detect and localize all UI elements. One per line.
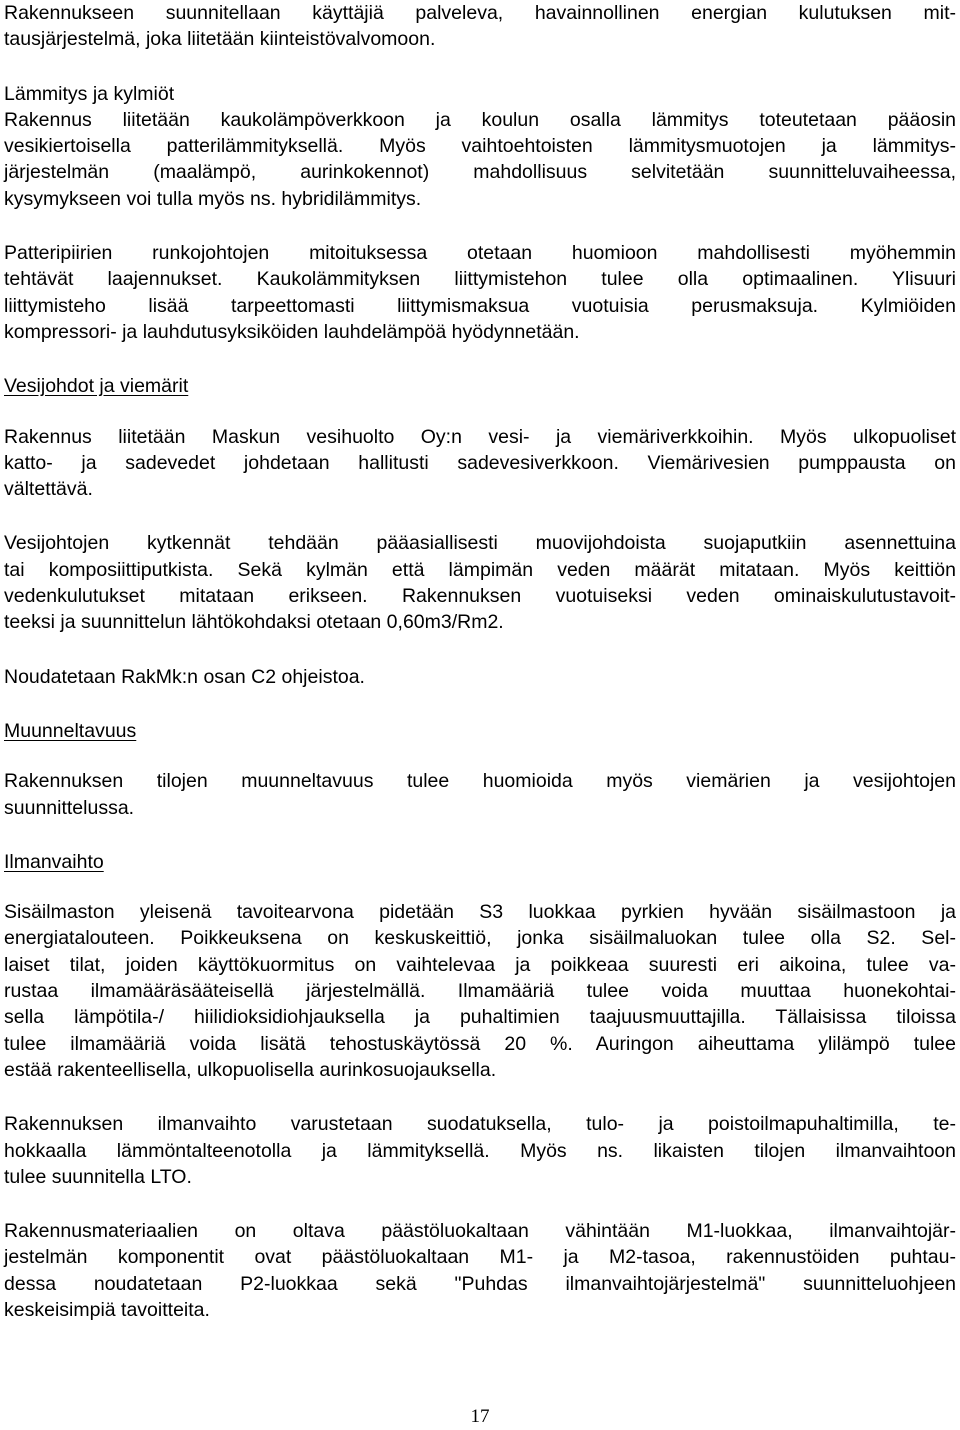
text-line: Noudatetaan RakMk:n osan C2 ohjeistoa. xyxy=(4,665,365,688)
document-body xyxy=(4,0,956,1323)
section-heading-ventilation: Ilmanvaihto xyxy=(4,850,104,873)
text-line: Vesijohtojen kytkennät tehdään pääasiallisesti muovijohdoista suojaputkiin asennettuina xyxy=(4,532,956,555)
text-line: tulee ilmamääriä voida lisätä tehostuskäytössä 20 %. Auringon aiheuttama ylilämpö tulee xyxy=(4,1032,956,1055)
heating-paragraph-1 xyxy=(4,107,956,212)
text-line: vesikiertoisella patterilämmityksellä. Myös vaihtoehtoisten lämmitysmuotojen ja lämmitys- xyxy=(4,135,956,158)
text-line: suunnittelussa. xyxy=(4,796,135,819)
ventilation-paragraph-3 xyxy=(4,1218,956,1323)
intro-paragraph xyxy=(4,0,956,53)
text-line: liittymisteho lisää tarpeettomasti liittymismaksua vuotuisia perusmaksuja. Kylmiöiden xyxy=(4,294,956,317)
water-paragraph-3 xyxy=(4,664,956,690)
text-line: vältettävä. xyxy=(4,478,93,501)
section-heading-heating: Lämmitys ja kylmiöt xyxy=(4,82,175,105)
text-line: energiatalouteen. Poikkeuksena on keskuskeittiö, jonka sisäilmaluokan tulee olla S2. Sel- xyxy=(4,927,956,950)
text-line: jestelmän komponentit ovat päästöluokaltaan M1- ja M2-tasoa, rakennustöiden puhtau- xyxy=(4,1246,956,1269)
text-line: Patteripiirien runkojohtojen mitoituksessa otetaan huomioon mahdollisesti myöhemmin xyxy=(4,242,956,265)
text-line: Rakennusmateriaalien on oltava päästöluokaltaan vähintään M1-luokkaa, ilmanvaihtojär- xyxy=(4,1220,956,1243)
text-line: laiset tilat, joiden käyttökuormitus on vaihtelevaa ja poikkeaa suuresti eri aikoina, tulee va- xyxy=(4,953,956,976)
page-number: 17 xyxy=(470,1406,490,1427)
text-line: kysymykseen voi tulla myös ns. hybridilämmitys. xyxy=(4,187,422,210)
water-paragraph-1 xyxy=(4,424,956,503)
text-line: tai komposiittiputkista. Sekä kylmän että lämpimän veden määrät mitataan. Myös keittiön xyxy=(4,558,956,581)
text-line: Rakennus liitetään kaukolämpöverkkoon ja koulun osalla lämmitys toteutetaan pääosin xyxy=(4,108,956,131)
text-line: hokkaalla lämmöntalteenotolla ja lämmityksellä. Myös ns. likaisten tilojen ilmanvaihtoon xyxy=(4,1139,956,1162)
text-line: Rakennuksen tilojen muunneltavuus tulee huomioida myös viemärien ja vesijohtojen xyxy=(4,770,956,793)
section-heading-water: Vesijohdot ja viemärit xyxy=(4,375,189,398)
text-line: teeksi ja suunnittelun lähtökohdaksi otetaan 0,60m3/Rm2. xyxy=(4,611,504,634)
text-line: tehtävät laajennukset. Kaukolämmityksen liittymistehon tulee olla optimaalinen. Ylisuuri xyxy=(4,268,956,291)
text-line: kompressori- ja lauhdutusyksiköiden lauhdelämpöä hyödynnetään. xyxy=(4,320,580,343)
text-line: estää rakenteellisella, ulkopuolisella aurinkosuojauksella. xyxy=(4,1058,497,1081)
text-line: keskeisimpiä tavoitteita. xyxy=(4,1298,210,1321)
text-line: Rakennuksen ilmanvaihto varustetaan suodatuksella, tulo- ja poistoilmapuhaltimilla, te- xyxy=(4,1113,956,1136)
section-heading-adaptability: Muunneltavuus xyxy=(4,719,137,742)
text-line: rustaa ilmamääräsääteisellä järjestelmällä. Ilmamääriä tulee voida muuttaa huonekohtai- xyxy=(4,980,956,1003)
heating-paragraph-2 xyxy=(4,240,956,345)
text-line: dessa noudatetaan P2-luokkaa sekä "Puhdas ilmanvaihtojärjestelmä" suunnitteluohjeen xyxy=(4,1272,956,1295)
text-line: Sisäilmaston yleisenä tavoitearvona pidetään S3 luokkaa pyrkien hyvään sisäilmastoon ja xyxy=(4,901,956,924)
ventilation-paragraph-2 xyxy=(4,1111,956,1190)
text-line: tausjärjestelmä, joka liitetään kiinteistövalvomoon. xyxy=(4,28,436,51)
text-line: järjestelmän (maalämpö, aurinkokennot) mahdollisuus selvitetään suunnitteluvaiheessa, xyxy=(4,161,956,184)
water-paragraph-2 xyxy=(4,530,956,635)
text-line: katto- ja sadevedet johdetaan hallitusti sadevesiverkkoon. Viemärivesien pumppausta on xyxy=(4,451,956,474)
text-line: Rakennukseen suunnitellaan käyttäjiä palveleva, havainnollinen energian kulutuksen mit- xyxy=(4,2,956,24)
ventilation-paragraph-1 xyxy=(4,899,956,1083)
text-line: sella lämpötila-/ hiilidioksidiohjauksella ja puhaltimien taajuusmuuttajilla. Tällaisissa tiloissa xyxy=(4,1006,956,1029)
text-line: vedenkulutukset mitataan erikseen. Rakennuksen vuotuiseksi veden ominaiskulutustavoit- xyxy=(4,585,956,608)
text-line: Rakennus liitetään Maskun vesihuolto Oy:n vesi- ja viemäriverkkoihin. Myös ulkopuoliset xyxy=(4,425,956,448)
text-line: tulee suunnitella LTO. xyxy=(4,1165,192,1188)
adaptability-paragraph-1 xyxy=(4,768,956,821)
